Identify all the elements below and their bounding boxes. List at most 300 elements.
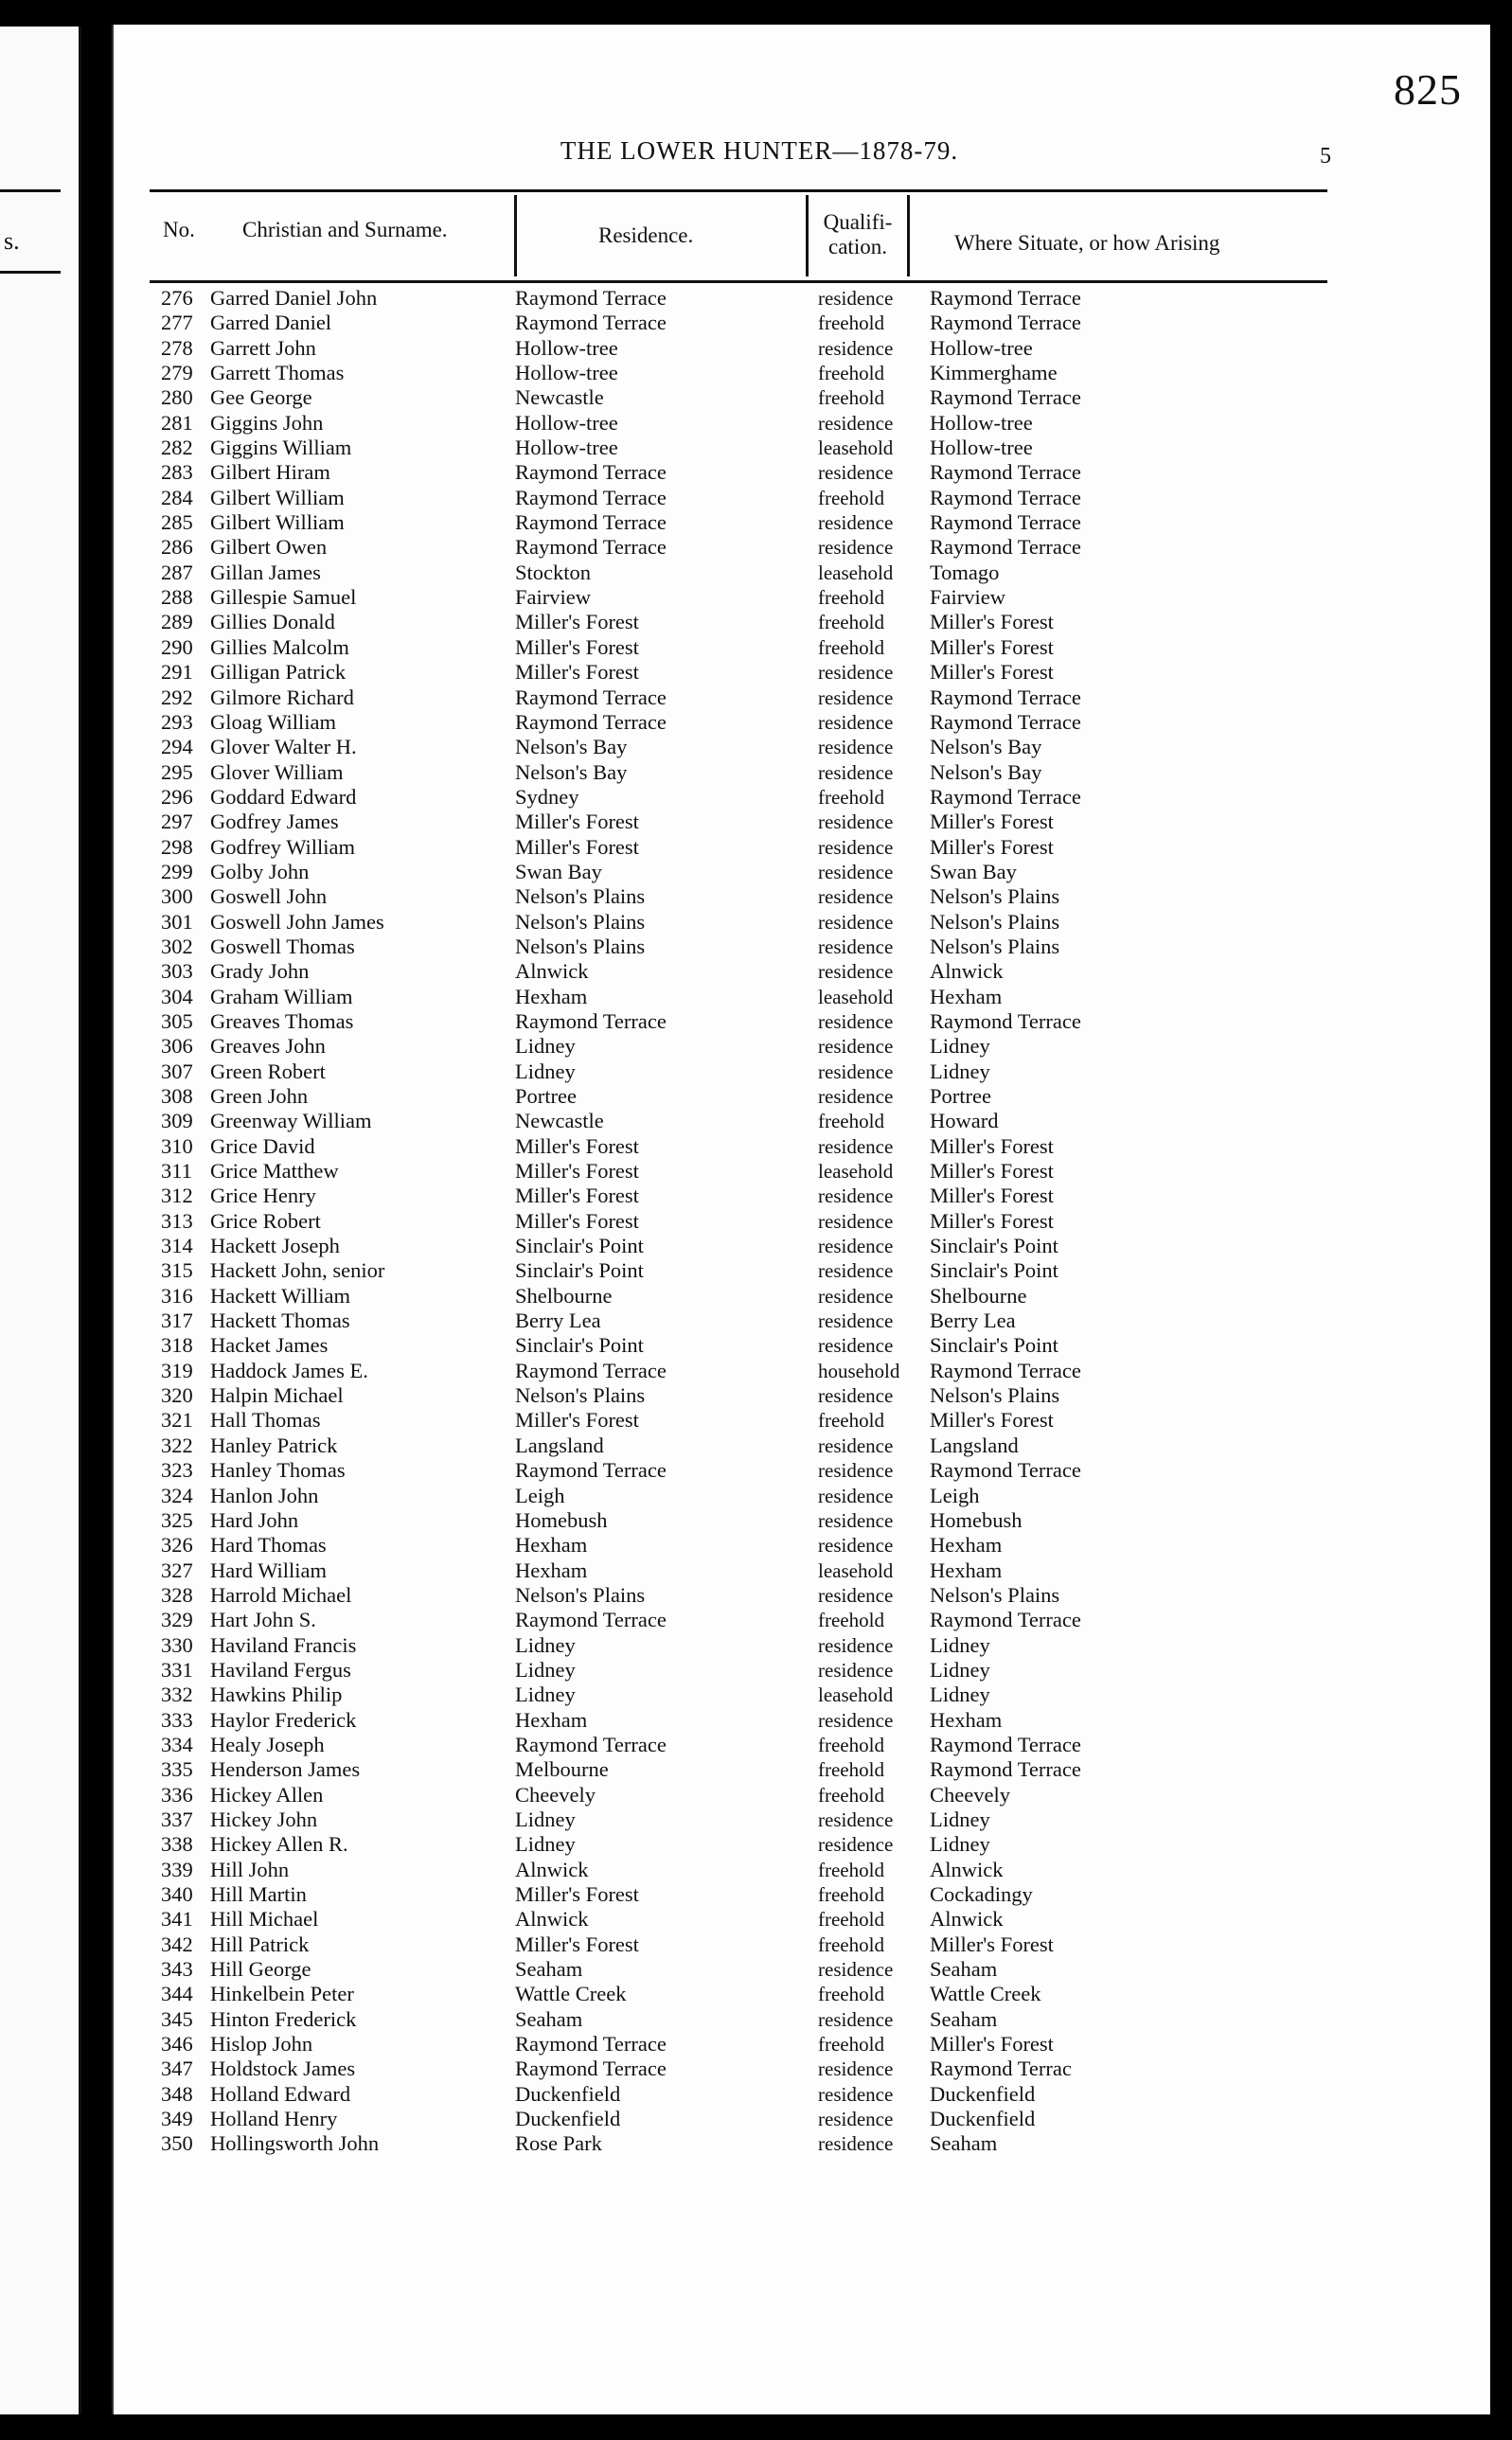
entry-where-situate: Miller's Forest <box>930 1133 1054 1158</box>
table-row <box>114 1907 1344 1932</box>
entry-residence: Lidney <box>515 1632 576 1657</box>
entry-where-situate: Tomago <box>930 560 1000 584</box>
table-row <box>114 510 1344 535</box>
entry-qualification: leasehold <box>818 436 894 460</box>
table-row <box>114 535 1344 560</box>
table-row <box>114 635 1344 660</box>
entry-where-situate: Nelson's Bay <box>930 735 1042 759</box>
entry-number: 316 <box>161 1283 193 1308</box>
entry-qualification: freehold <box>818 1733 884 1756</box>
entry-name: Gillespie Samuel <box>210 585 357 610</box>
entry-qualification: freehold <box>818 1783 884 1807</box>
entry-name: Hill John <box>210 1857 290 1881</box>
table-row <box>114 1832 1344 1857</box>
entry-qualification: household <box>818 1359 900 1382</box>
electoral-roll-table <box>114 286 1344 2157</box>
table-row <box>114 660 1344 685</box>
entry-residence: Portree <box>515 1084 577 1108</box>
entry-qualification: freehold <box>818 386 884 410</box>
entry-where-situate: Miller's Forest <box>930 1159 1054 1184</box>
entry-name: Grice David <box>210 1133 315 1158</box>
entry-qualification: residence <box>818 511 894 535</box>
entry-name: Hanley Patrick <box>210 1433 338 1457</box>
entry-name: Hackett Joseph <box>210 1234 340 1258</box>
entry-qualification: residence <box>818 1134 894 1158</box>
entry-number: 292 <box>161 685 193 709</box>
table-row <box>114 1060 1344 1084</box>
entry-residence: Raymond Terrace <box>515 2057 667 2081</box>
table-row <box>114 2057 1344 2081</box>
entry-number: 336 <box>161 1782 193 1807</box>
entry-where-situate: Leigh <box>930 1483 980 1507</box>
entry-where-situate: Raymond Terrace <box>930 485 1081 509</box>
entry-residence: Hollow-tree <box>515 335 618 360</box>
entry-qualification: residence <box>818 1434 894 1457</box>
entry-residence: Raymond Terrace <box>515 1608 667 1632</box>
entry-qualification: residence <box>818 2007 894 2031</box>
entry-where-situate: Sinclair's Point <box>930 1333 1058 1358</box>
entry-qualification: residence <box>818 1060 894 1083</box>
entry-where-situate: Hollow-tree <box>930 436 1033 460</box>
facing-page-rule <box>0 189 61 192</box>
facing-page-rule <box>0 271 61 274</box>
entry-qualification: residence <box>818 1209 894 1233</box>
entry-number: 317 <box>161 1309 193 1333</box>
table-row <box>114 1783 1344 1808</box>
entry-number: 337 <box>161 1807 193 1831</box>
entry-where-situate: Wattle Creek <box>930 1982 1041 2006</box>
table-row <box>114 1408 1344 1433</box>
header-qualification: Qualifi- cation. <box>823 210 893 258</box>
entry-residence: Nelson's Plains <box>515 909 646 934</box>
entry-number: 320 <box>161 1383 193 1408</box>
table-row <box>114 1484 1344 1508</box>
entry-residence: Seaham <box>515 1957 583 1982</box>
entry-residence: Berry Lea <box>515 1309 601 1333</box>
entry-name: Hickey Allen R. <box>210 1832 348 1857</box>
entry-name: Glover William <box>210 759 344 784</box>
entry-residence: Raymond Terrace <box>515 286 667 310</box>
entry-residence: Lidney <box>515 1683 576 1707</box>
entry-where-situate: Miller's Forest <box>930 1184 1054 1208</box>
entry-residence: Newcastle <box>515 1109 604 1133</box>
entry-number: 294 <box>161 735 193 759</box>
table-row <box>114 1708 1344 1733</box>
entry-where-situate: Duckenfield <box>930 2081 1036 2106</box>
table-row <box>114 1808 1344 1832</box>
entry-name: Greaves Thomas <box>210 1008 354 1033</box>
table-row <box>114 1683 1344 1707</box>
entry-residence: Hexham <box>515 1558 588 1582</box>
table-row <box>114 361 1344 385</box>
table-row <box>114 1009 1344 1034</box>
entry-residence: Raymond Terrace <box>515 485 667 509</box>
entry-number: 318 <box>161 1333 193 1358</box>
entry-where-situate: Hexham <box>930 1707 1003 1732</box>
entry-number: 296 <box>161 784 193 809</box>
entry-where-situate: Miller's Forest <box>930 2032 1054 2057</box>
entry-residence: Duckenfield <box>515 2107 621 2131</box>
entry-qualification: freehold <box>818 2033 884 2057</box>
entry-name: Grice Matthew <box>210 1159 339 1184</box>
entry-name: Haylor Frederick <box>210 1707 357 1732</box>
entry-residence: Raymond Terrace <box>515 1358 667 1382</box>
entry-qualification: residence <box>818 1085 894 1108</box>
entry-residence: Nelson's Plains <box>515 1383 646 1408</box>
table-row <box>114 561 1344 585</box>
entry-qualification: freehold <box>818 312 884 335</box>
entry-name: Gillan James <box>210 560 321 584</box>
entry-number: 306 <box>161 1034 193 1059</box>
entry-name: Gilbert William <box>210 485 345 509</box>
entry-name: Gee George <box>210 385 312 410</box>
table-row <box>114 2107 1344 2131</box>
entry-residence: Nelson's Bay <box>515 759 628 784</box>
entry-where-situate: Berry Lea <box>930 1309 1016 1333</box>
entry-name: Green Robert <box>210 1059 326 1083</box>
entry-number: 285 <box>161 510 193 535</box>
entry-number: 342 <box>161 1932 193 1956</box>
entry-number: 345 <box>161 2006 193 2031</box>
table-row <box>114 1757 1344 1782</box>
entry-residence: Wattle Creek <box>515 1982 627 2006</box>
entry-where-situate: Miller's Forest <box>930 1408 1054 1433</box>
entry-qualification: residence <box>818 1009 894 1033</box>
entry-residence: Sinclair's Point <box>515 1333 644 1358</box>
entry-residence: Newcastle <box>515 385 604 410</box>
entry-where-situate: Cheevely <box>930 1782 1010 1807</box>
entry-name: Hinkelbein Peter <box>210 1982 354 2006</box>
table-row <box>114 460 1344 485</box>
entry-where-situate: Kimmerghame <box>930 361 1058 385</box>
entry-name: Greaves John <box>210 1034 326 1059</box>
entry-residence: Shelbourne <box>515 1283 613 1308</box>
entry-qualification: residence <box>818 1184 894 1208</box>
entry-where-situate: Nelson's Plains <box>930 1582 1060 1607</box>
entry-number: 282 <box>161 436 193 460</box>
table-row <box>114 785 1344 810</box>
entry-where-situate: Howard <box>930 1109 999 1133</box>
entry-name: Grady John <box>210 959 310 984</box>
entry-qualification: residence <box>818 1633 894 1657</box>
entry-qualification: freehold <box>818 1110 884 1133</box>
entry-name: Hislop John <box>210 2032 313 2057</box>
entry-where-situate: Hollow-tree <box>930 410 1033 435</box>
entry-where-situate: Raymond Terrace <box>930 1757 1081 1782</box>
entry-residence: Raymond Terrace <box>515 685 667 709</box>
table-row <box>114 1583 1344 1608</box>
table-row <box>114 1359 1344 1383</box>
entry-name: Hill Michael <box>210 1907 319 1932</box>
entry-where-situate: Seaham <box>930 2131 998 2156</box>
entry-name: Golby John <box>210 859 310 883</box>
table-row <box>114 735 1344 759</box>
entry-name: Gilbert William <box>210 510 345 535</box>
entry-residence: Cheevely <box>515 1782 596 1807</box>
entry-number: 302 <box>161 934 193 958</box>
entry-where-situate: Seaham <box>930 1957 998 1982</box>
table-header-bottom-rule <box>150 280 1327 283</box>
entry-qualification: freehold <box>818 1908 884 1932</box>
entry-qualification: residence <box>818 1484 894 1507</box>
table-row <box>114 959 1344 984</box>
entry-where-situate: Lidney <box>930 1059 990 1083</box>
entry-residence: Miller's Forest <box>515 810 639 834</box>
entry-qualification: residence <box>818 336 894 360</box>
table-header-top-rule <box>150 189 1327 192</box>
entry-name: Hickey John <box>210 1807 318 1831</box>
entry-number: 333 <box>161 1707 193 1732</box>
entry-number: 277 <box>161 311 193 335</box>
entry-qualification: residence <box>818 461 894 485</box>
table-row <box>114 1533 1344 1558</box>
entry-where-situate: Langsland <box>930 1433 1019 1457</box>
entry-qualification: leasehold <box>818 1558 894 1582</box>
entry-name: Godfrey James <box>210 810 339 834</box>
entry-name: Garrett John <box>210 335 316 360</box>
entry-where-situate: Miller's Forest <box>930 810 1054 834</box>
entry-qualification: leasehold <box>818 985 894 1008</box>
table-row <box>114 985 1344 1009</box>
entry-number: 347 <box>161 2057 193 2081</box>
entry-name: Gillies Donald <box>210 610 335 634</box>
entry-name: Green John <box>210 1084 309 1108</box>
entry-name: Giggins William <box>210 436 352 460</box>
entry-residence: Hollow-tree <box>515 436 618 460</box>
entry-where-situate: Raymond Terrace <box>930 311 1081 335</box>
entry-name: Gilbert Hiram <box>210 460 330 485</box>
entry-residence: Lidney <box>515 1059 576 1083</box>
entry-number: 299 <box>161 859 193 883</box>
table-row <box>114 710 1344 735</box>
entry-number: 287 <box>161 560 193 584</box>
table-row <box>114 1558 1344 1583</box>
entry-number: 293 <box>161 709 193 734</box>
entry-residence: Raymond Terrace <box>515 2032 667 2057</box>
entry-qualification: residence <box>818 1259 894 1283</box>
entry-name: Godfrey William <box>210 834 356 859</box>
table-row <box>114 1209 1344 1234</box>
entry-where-situate: Nelson's Plains <box>930 1383 1060 1408</box>
entry-number: 311 <box>161 1159 192 1184</box>
table-row <box>114 884 1344 909</box>
entry-number: 313 <box>161 1208 193 1233</box>
entry-residence: Miller's Forest <box>515 1159 639 1184</box>
entry-number: 343 <box>161 1957 193 1982</box>
entry-qualification: residence <box>818 1534 894 1558</box>
entry-residence: Lidney <box>515 1832 576 1857</box>
table-row <box>114 2131 1344 2156</box>
entry-number: 331 <box>161 1657 193 1682</box>
entry-number: 322 <box>161 1433 193 1457</box>
entry-where-situate: Lidney <box>930 1832 990 1857</box>
entry-number: 329 <box>161 1608 193 1632</box>
entry-where-situate: Lidney <box>930 1683 990 1707</box>
entry-number: 350 <box>161 2131 193 2156</box>
table-row <box>114 1458 1344 1483</box>
table-row <box>114 1434 1344 1458</box>
entry-qualification: residence <box>818 1658 894 1682</box>
entry-qualification: residence <box>818 1035 894 1059</box>
entry-number: 326 <box>161 1533 193 1558</box>
entry-residence: Miller's Forest <box>515 610 639 634</box>
entry-name: Gilmore Richard <box>210 685 354 709</box>
entry-name: Hard John <box>210 1507 299 1532</box>
entry-residence: Leigh <box>515 1483 565 1507</box>
table-row <box>114 810 1344 834</box>
entry-number: 348 <box>161 2081 193 2106</box>
entry-where-situate: Miller's Forest <box>930 1208 1054 1233</box>
entry-name: Hinton Frederick <box>210 2006 357 2031</box>
entry-number: 276 <box>161 286 193 310</box>
entry-qualification: freehold <box>818 1758 884 1782</box>
entry-name: Hill Martin <box>210 1882 307 1906</box>
entry-number: 301 <box>161 909 193 934</box>
entry-qualification: residence <box>818 910 894 934</box>
column-divider <box>907 195 910 276</box>
entry-where-situate: Hollow-tree <box>930 335 1033 360</box>
entry-where-situate: Duckenfield <box>930 2107 1036 2131</box>
entry-residence: Raymond Terrace <box>515 709 667 734</box>
entry-qualification: freehold <box>818 1932 884 1956</box>
entry-where-situate: Miller's Forest <box>930 660 1054 685</box>
entry-residence: Alnwick <box>515 1907 589 1932</box>
table-row <box>114 1184 1344 1208</box>
entry-qualification: residence <box>818 2108 894 2131</box>
entry-residence: Nelson's Plains <box>515 934 646 958</box>
column-divider <box>514 195 517 276</box>
table-row <box>114 1957 1344 1982</box>
entry-qualification: leasehold <box>818 561 894 584</box>
entry-qualification: freehold <box>818 635 884 659</box>
entry-residence: Raymond Terrace <box>515 460 667 485</box>
entry-residence: Hexham <box>515 1533 588 1558</box>
entry-where-situate: Raymond Terrace <box>930 709 1081 734</box>
entry-name: Grice Henry <box>210 1184 316 1208</box>
entry-name: Goswell John <box>210 884 328 909</box>
entry-name: Harrold Michael <box>210 1582 352 1607</box>
entry-name: Haddock James E. <box>210 1358 368 1382</box>
entry-residence: Miller's Forest <box>515 1184 639 1208</box>
entry-where-situate: Miller's Forest <box>930 1932 1054 1956</box>
entry-name: Goddard Edward <box>210 784 357 809</box>
table-row <box>114 1982 1344 2006</box>
entry-number: 304 <box>161 984 193 1008</box>
entry-residence: Lidney <box>515 1034 576 1059</box>
entry-residence: Sydney <box>515 784 579 809</box>
entry-qualification: residence <box>818 810 894 834</box>
entry-qualification: residence <box>818 1334 894 1358</box>
entry-number: 297 <box>161 810 193 834</box>
entry-qualification: residence <box>818 935 894 958</box>
entry-name: Hall Thomas <box>210 1408 321 1433</box>
entry-residence: Hollow-tree <box>515 361 618 385</box>
entry-number: 295 <box>161 759 193 784</box>
entry-name: Glover Walter H. <box>210 735 357 759</box>
entry-qualification: freehold <box>818 586 884 610</box>
table-row <box>114 935 1344 959</box>
entry-residence: Langsland <box>515 1433 604 1457</box>
entry-qualification: residence <box>818 661 894 685</box>
entry-qualification: residence <box>818 2132 894 2156</box>
table-row <box>114 860 1344 884</box>
entry-residence: Miller's Forest <box>515 1133 639 1158</box>
entry-residence: Hexham <box>515 1707 588 1732</box>
table-row <box>114 1134 1344 1159</box>
entry-number: 332 <box>161 1683 193 1707</box>
table-row <box>114 760 1344 785</box>
entry-name: Haviland Fergus <box>210 1657 351 1682</box>
entry-name: Goswell Thomas <box>210 934 355 958</box>
entry-where-situate: Miller's Forest <box>930 834 1054 859</box>
entry-where-situate: Nelson's Plains <box>930 909 1060 934</box>
table-row <box>114 1383 1344 1408</box>
entry-name: Garred Daniel John <box>210 286 378 310</box>
entry-where-situate: Raymond Terrace <box>930 1008 1081 1033</box>
table-row <box>114 486 1344 510</box>
table-row <box>114 1084 1344 1109</box>
entry-where-situate: Portree <box>930 1084 991 1108</box>
table-row <box>114 336 1344 361</box>
entry-number: 323 <box>161 1458 193 1483</box>
entry-qualification: residence <box>818 960 894 984</box>
page-number: 825 <box>1394 65 1462 114</box>
signature-mark: 5 <box>1320 144 1331 169</box>
entry-name: Hackett John, senior <box>210 1258 385 1283</box>
entry-where-situate: Nelson's Plains <box>930 934 1060 958</box>
entry-where-situate: Nelson's Plains <box>930 884 1060 909</box>
entry-number: 325 <box>161 1507 193 1532</box>
entry-where-situate: Lidney <box>930 1807 990 1831</box>
table-row <box>114 1258 1344 1283</box>
entry-residence: Miller's Forest <box>515 1932 639 1956</box>
table-row <box>114 1882 1344 1907</box>
header-where: Where Situate, or how Arising <box>954 231 1220 255</box>
entry-number: 281 <box>161 410 193 435</box>
entry-number: 335 <box>161 1757 193 1782</box>
entry-residence: Miller's Forest <box>515 634 639 659</box>
entry-number: 309 <box>161 1109 193 1133</box>
facing-page-mark: s. <box>4 227 20 255</box>
entry-qualification: freehold <box>818 486 884 509</box>
entry-name: Hickey Allen <box>210 1782 324 1807</box>
entry-residence: Raymond Terrace <box>515 1732 667 1756</box>
table-row <box>114 686 1344 710</box>
entry-name: Hawkins Philip <box>210 1683 343 1707</box>
entry-name: Halpin Michael <box>210 1383 344 1408</box>
entry-number: 319 <box>161 1358 193 1382</box>
entry-where-situate: Hexham <box>930 984 1003 1008</box>
entry-where-situate: Shelbourne <box>930 1283 1027 1308</box>
entry-number: 298 <box>161 834 193 859</box>
table-row <box>114 411 1344 436</box>
entry-name: Henderson James <box>210 1757 361 1782</box>
entry-name: Garrett Thomas <box>210 361 345 385</box>
entry-where-situate: Raymond Terrace <box>930 286 1081 310</box>
entry-qualification: freehold <box>818 611 884 634</box>
table-row <box>114 1034 1344 1059</box>
entry-where-situate: Raymond Terrac <box>930 2057 1072 2081</box>
entry-qualification: residence <box>818 835 894 859</box>
entry-where-situate: Lidney <box>930 1657 990 1682</box>
entry-qualification: residence <box>818 1235 894 1258</box>
entry-name: Greenway William <box>210 1109 372 1133</box>
entry-qualification: residence <box>818 1708 894 1732</box>
entry-name: Holland Henry <box>210 2107 338 2131</box>
entry-name: Hollingsworth John <box>210 2131 380 2156</box>
entry-name: Hanlon John <box>210 1483 319 1507</box>
entry-qualification: residence <box>818 411 894 435</box>
